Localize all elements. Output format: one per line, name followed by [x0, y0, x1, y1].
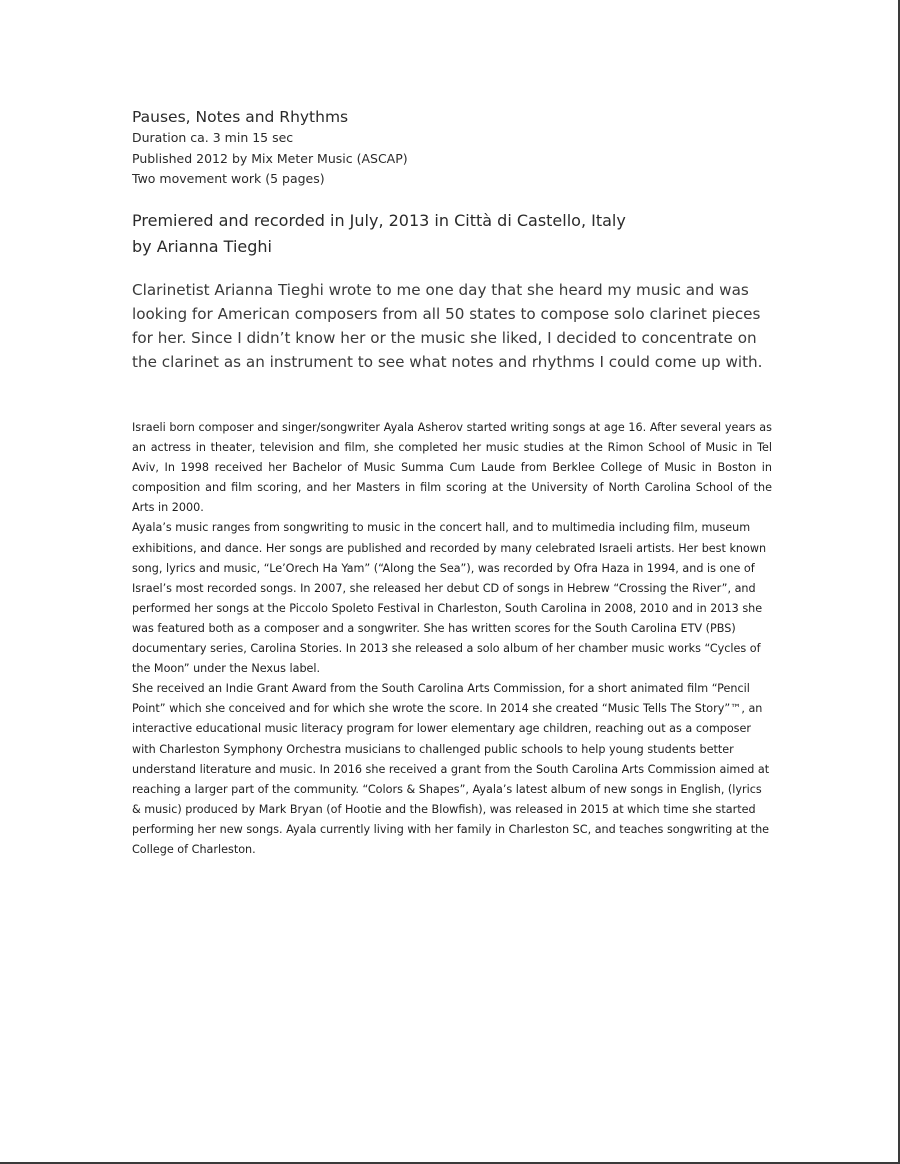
work-title: Pauses, Notes and Rhythms [132, 108, 349, 126]
bio-paragraph-2: Ayala’s music ranges from songwriting to music in the concert hall, and to multimedia including film, museum exhibitions, and dance. Her songs are published and recorded by many celebrated Israeli artists. Her best known song, lyrics and music, “Le’Orech Ha Yam” (“Along the Sea”), was recorded by Ofra Haza in 1994, and is one of Israel’s most recorded songs. In 2007, she released her debut CD of songs in Hebrew “Crossing the River”, and performed her songs at the Piccolo Spoleto Festival in Charleston, South Carolina in 2008, 2010 and in 2013 she was featured both as a composer and a songwriter. She has written scores for the South Carolina ETV (PBS) documentary series, Carolina Stories. In 2013 she released a solo album of her chamber music works “Cycles of the Moon” under the Nexus label. [132, 521, 767, 676]
movements-line: Two movement work (5 pages) [132, 171, 325, 186]
premiere-info [132, 208, 832, 260]
program-note: Clarinetist Arianna Tieghi wrote to me one day that she heard my music and was looking for American composers from all 50 states to compose solo clarinet pieces for her. Since I didn’t know her or the music she liked, I decided to concentrate on the clarinet as an instrument to see what notes and rhythms I could come up with. [132, 281, 763, 371]
bio-paragraph-3: She received an Indie Grant Award from the South Carolina Arts Commission, for a short animated film “Pencil Point” which she conceived and for which she wrote the score. In 2014 she created “Music Tells The Story”™, an interactive educational music literacy program for lower elementary age children, reaching out as a composer with Charleston Symphony Orchestra musicians to challenged public schools to help young students better understand literature and music. In 2016 she received a grant from the South Carolina Arts Commission aimed at reaching a larger part of the community. “Colors & Shapes”, Ayala’s latest album of new songs in English, (lyrics & music) produced by Mark Bryan (of Hootie and the Blowfish), was released in 2015 at which time she started performing her new songs. Ayala currently living with her family in Charleston SC, and teaches songwriting at the College of Charleston. [132, 682, 770, 856]
composer-biography [132, 418, 772, 860]
bio-paragraph-1: Israeli born composer and singer/songwriter Ayala Asherov started writing songs at age 16. After several years as an actress in theater, television and film, she completed her music studies at the Rimon School of Music in Tel Aviv, In 1998 received her Bachelor of Music Summa Cum Laude from Berklee College of Music in Boston in composition and film scoring, and her Masters in film scoring at the University of North Carolina School of the Arts in 2000. [132, 421, 772, 515]
premiere-line-2: by Arianna Tieghi [132, 237, 272, 256]
duration-line: Duration ca. 3 min 15 sec [132, 130, 294, 145]
premiere-line-1: Premiered and recorded in July, 2013 in Città di Castello, Italy [132, 211, 626, 230]
published-line: Published 2012 by Mix Meter Music (ASCAP) [132, 150, 408, 166]
work-info [132, 106, 832, 190]
